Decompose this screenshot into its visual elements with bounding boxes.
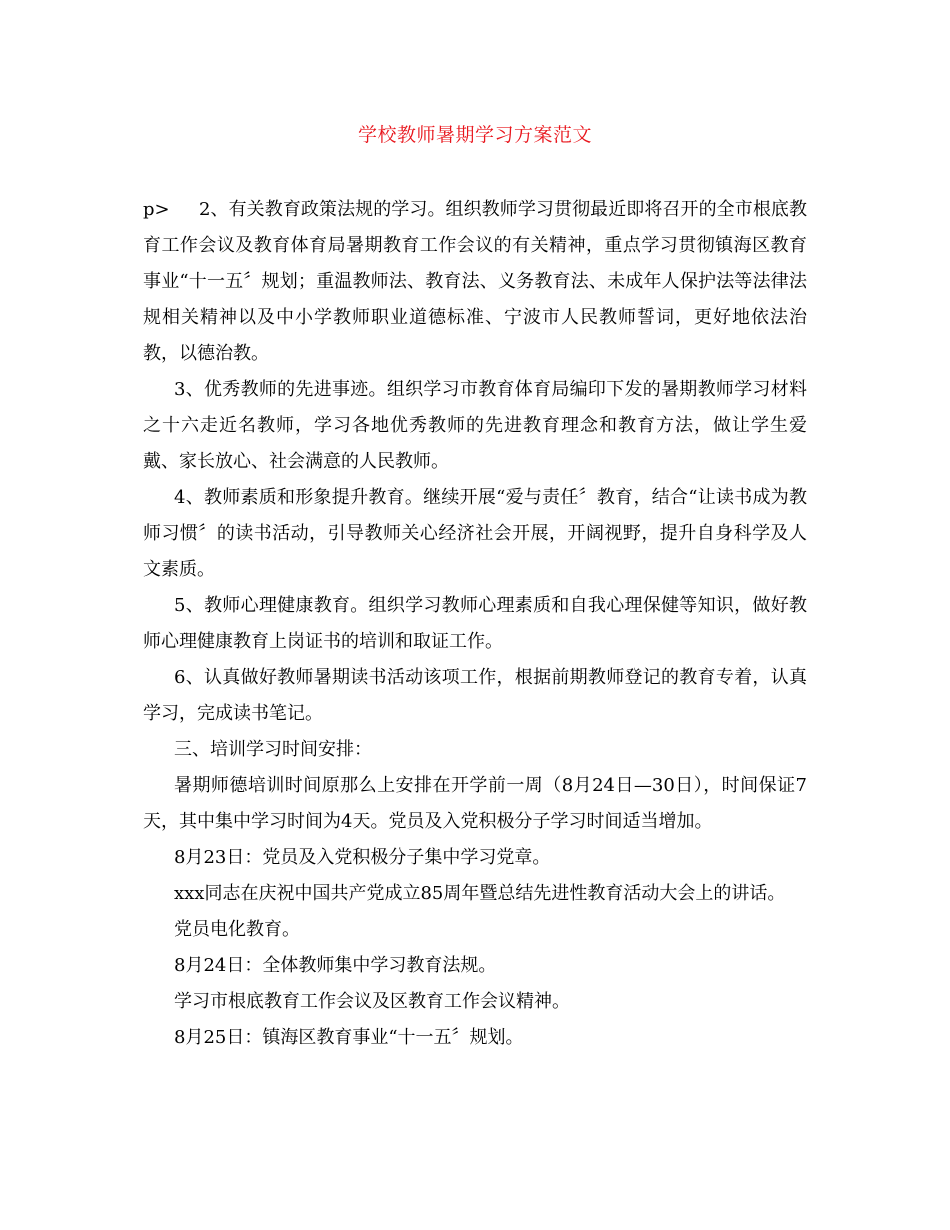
paragraph: 4、教师素质和形象提升教育。继续开展“爱与责任〞教育，结合“让读书成为教师习惯〞的读书活动，引导教师关心经济社会开展，开阔视野，提升自身科学及人文素质。 <box>143 487 807 580</box>
paragraph: 8月25日：镇海区教育事业“十一五〞规划。 <box>174 1027 524 1048</box>
paragraph: 暑期师德培训时间原那么上安排在开学前一周（8月24日—30日），时间保证7天，其中集中学习时间为4天。党员及入党积极分子学习时间适当增加。 <box>143 775 807 832</box>
paragraph: 党员电化教育。 <box>174 919 300 940</box>
paragraph: 学习市根底教育工作会议及区教育工作会议精神。 <box>174 991 570 1012</box>
section-heading: 三、培训学习时间安排： <box>174 739 372 760</box>
paragraph-text: 2、有关教育政策法规的学习。组织教师学习贯彻最近即将召开的全市根底教育工作会议及教育体育局暑期教育工作会议的有关精神，重点学习贯彻镇海区教育事业“十一五〞规划；重温教师法、教育法、义务教育法、未成年人保护法等法律法规相关精神以及中小学教师职业道德标准、宁波市人民教师誓词，更好地依法治教，以德治教。 <box>143 199 807 364</box>
document-body <box>143 192 807 1056</box>
paragraph: 8月23日：党员及入党积极分子集中学习党章。 <box>174 847 551 868</box>
lead-marker: p> <box>143 199 170 220</box>
paragraph: 6、认真做好教师暑期读书活动该项工作，根据前期教师登记的教育专着，认真学习，完成读书笔记。 <box>143 667 807 724</box>
paragraph <box>143 192 807 372</box>
paragraph: xxx同志在庆祝中国共产党成立85周年暨总结先进性教育活动大会上的讲话。 <box>174 883 786 904</box>
paragraph: 8月24日：全体教师集中学习教育法规。 <box>174 955 497 976</box>
paragraph: 3、优秀教师的先进事迹。组织学习市教育体育局编印下发的暑期教师学习材料之十六走近名教师，学习各地优秀教师的先进教育理念和教育方法，做让学生爱戴、家长放心、社会满意的人民教师。 <box>143 379 807 472</box>
document-title: 学校教师暑期学习方案范文 <box>357 124 592 146</box>
paragraph: 5、教师心理健康教育。组织学习教师心理素质和自我心理保健等知识，做好教师心理健康教育上岗证书的培训和取证工作。 <box>143 595 807 652</box>
